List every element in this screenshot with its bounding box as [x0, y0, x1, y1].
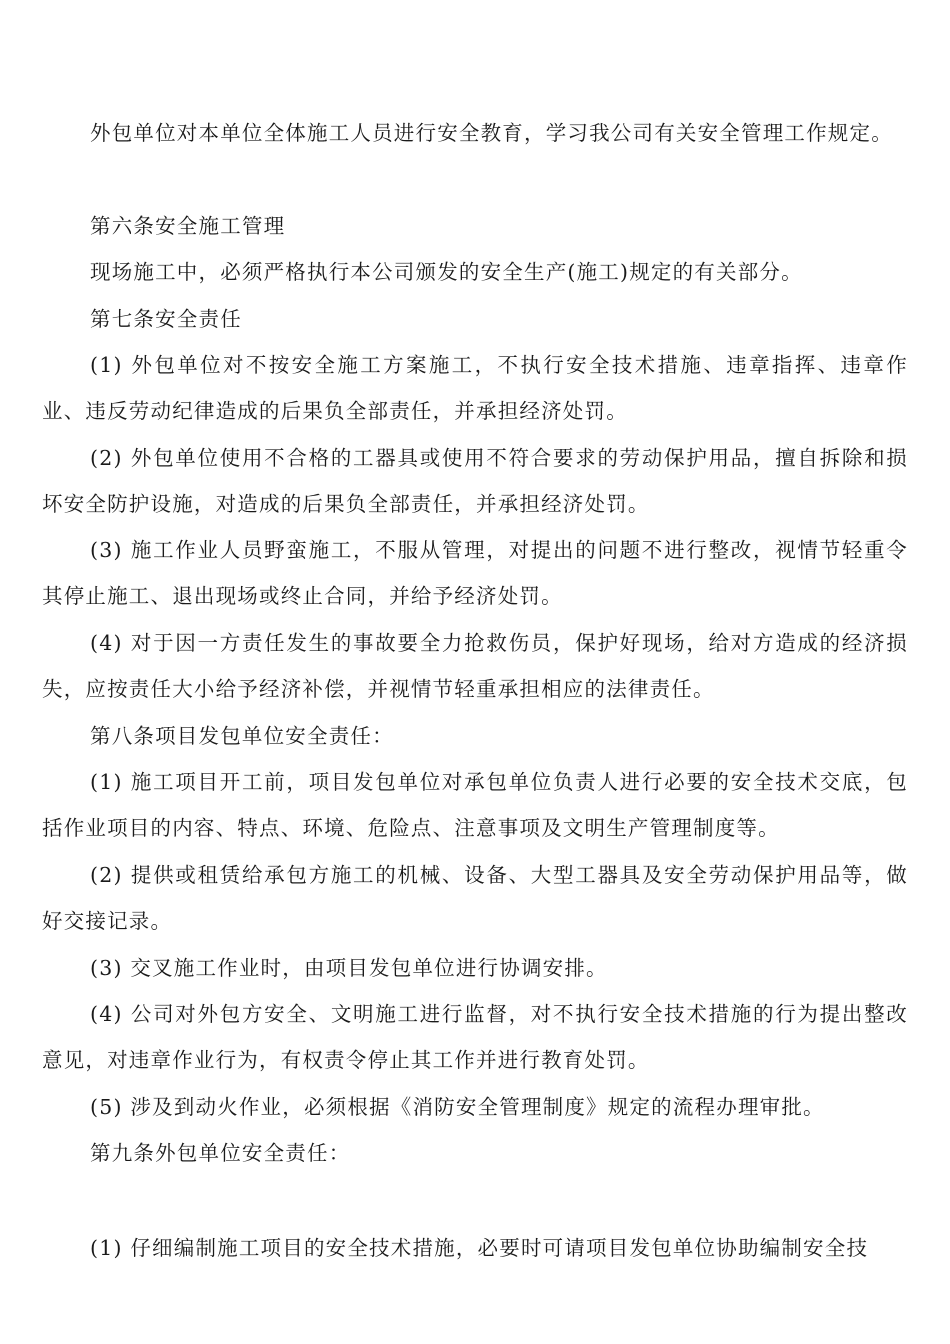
heading-article-6: 第六条安全施工管理 [90, 214, 286, 238]
paragraph-article-8-item-3: (3) 交叉施工作业时，由项目发包单位进行协调安排。 [90, 956, 608, 980]
paragraph-article-7-item-3: (3) 施工作业人员野蛮施工，不服从管理，对提出的问题不进行整改，视情节轻重令其停止施工、退出现场或终止合同，并给予经济处罚。 [42, 538, 908, 608]
paragraph-article-7-item-1: (1) 外包单位对不按安全施工方案施工，不执行安全技术措施、违章指挥、违章作业、违反劳动纪律造成的后果负全部责任，并承担经济处罚。 [42, 353, 908, 423]
paragraph-article-8-item-5: (5) 涉及到动火作业，必须根据《消防安全管理制度》规定的流程办理审批。 [90, 1095, 825, 1119]
paragraph-article-9-item-1: (1) 仔细编制施工项目的安全技术措施，必要时可请项目发包单位协助编制安全技 [90, 1236, 869, 1260]
paragraph-site-construction: 现场施工中，必须严格执行本公司颁发的安全生产(施工)规定的有关部分。 [90, 260, 803, 284]
paragraph-safety-education: 外包单位对本单位全体施工人员进行安全教育，学习我公司有关安全管理工作规定。 [90, 121, 893, 145]
paragraph-article-7-item-2: (2) 外包单位使用不合格的工器具或使用不符合要求的劳动保护用品，擅自拆除和损坏安全防护设施，对造成的后果负全部责任，并承担经济处罚。 [42, 446, 908, 516]
paragraph-article-8-item-2: (2) 提供或租赁给承包方施工的机械、设备、大型工器具及安全劳动保护用品等，做好交接记录。 [42, 863, 908, 933]
heading-article-7: 第七条安全责任 [90, 307, 242, 331]
paragraph-article-8-item-4: (4) 公司对外包方安全、文明施工进行监督，对不执行安全技术措施的行为提出整改意见，对违章作业行为，有权责令停止其工作并进行教育处罚。 [42, 1002, 908, 1072]
heading-article-9: 第九条外包单位安全责任： [90, 1141, 351, 1165]
paragraph-article-7-item-4: (4) 对于因一方责任发生的事故要全力抢救伤员，保护好现场，给对方造成的经济损失，应按责任大小给予经济补偿，并视情节轻重承担相应的法律责任。 [42, 631, 908, 701]
heading-article-8: 第八条项目发包单位安全责任： [90, 724, 394, 748]
paragraph-article-8-item-1: (1) 施工项目开工前，项目发包单位对承包单位负责人进行必要的安全技术交底，包括作业项目的内容、特点、环境、危险点、注意事项及文明生产管理制度等。 [42, 770, 908, 840]
